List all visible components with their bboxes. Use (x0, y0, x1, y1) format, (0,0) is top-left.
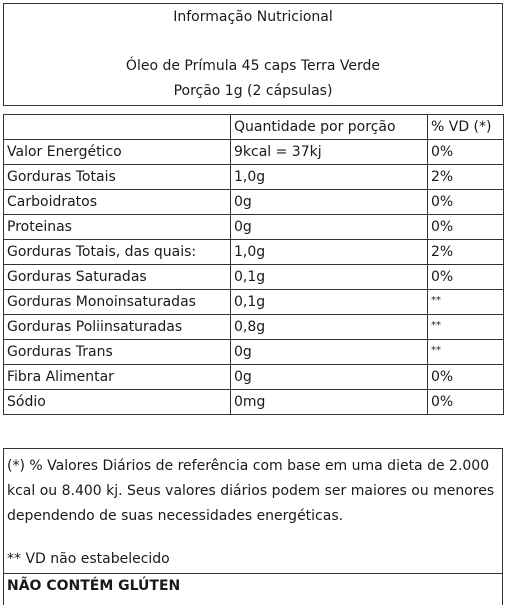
nutrient-name-cell: Gorduras Totais, das quais: (4, 240, 231, 265)
table-row (4, 290, 504, 315)
daily-value-cell: ** (428, 340, 504, 365)
table-row (4, 190, 504, 215)
column-header-quantity: Quantidade por porção (231, 115, 428, 140)
column-header-dv: % VD (*) (428, 115, 504, 140)
table-row (4, 315, 504, 340)
table-row (4, 390, 504, 415)
nutrient-name-cell: Gorduras Poliinsaturadas (4, 315, 231, 340)
nutrition-title: Informação Nutricional (173, 9, 333, 25)
quantity-cell: 1,0g (231, 165, 428, 190)
quantity-cell: 0,1g (231, 265, 428, 290)
column-header-nutrient (4, 115, 231, 140)
nutrition-table (3, 114, 504, 415)
daily-value-cell: 2% (428, 165, 504, 190)
daily-value-cell: 2% (428, 240, 504, 265)
daily-value-cell: 0% (428, 140, 504, 165)
table-row (4, 165, 504, 190)
table-row (4, 340, 504, 365)
quantity-cell: 9kcal = 37kj (231, 140, 428, 165)
nutrient-name-cell: Proteinas (4, 215, 231, 240)
nutrient-name-cell: Valor Energético (4, 140, 231, 165)
nutrient-name-cell: Carboidratos (4, 190, 231, 215)
quantity-cell: 0g (231, 190, 428, 215)
daily-value-cell: 0% (428, 365, 504, 390)
daily-value-note: (*) % Valores Diários de referência com base em uma dieta de 2.000 kcal ou 8.400 kj. Seus valores diários podem ser maiores ou menores dependendo de suas necessidades energéticas. (7, 458, 495, 524)
daily-value-cell: 0% (428, 215, 504, 240)
table-header-row (4, 115, 504, 140)
daily-value-cell: 0% (428, 265, 504, 290)
nutrient-name-cell: Gorduras Trans (4, 340, 231, 365)
product-name: Óleo de Prímula 45 caps Terra Verde (125, 58, 381, 74)
nutrition-header (3, 3, 503, 106)
table-row (4, 265, 504, 290)
nutrient-name-cell: Gorduras Monoinsaturadas (4, 290, 231, 315)
portion-size: Porção 1g (2 cápsulas) (173, 83, 333, 99)
gluten-free-label: NÃO CONTÉM GLÚTEN (4, 573, 502, 606)
daily-value-cell: 0% (428, 190, 504, 215)
table-row (4, 240, 504, 265)
nutrient-name-cell: Fibra Alimentar (4, 365, 231, 390)
nutrition-footer (3, 448, 503, 605)
quantity-cell: 0,8g (231, 315, 428, 340)
nutrient-name-cell: Gorduras Totais (4, 165, 231, 190)
quantity-cell: 0g (231, 215, 428, 240)
quantity-cell: 0,1g (231, 290, 428, 315)
quantity-cell: 0g (231, 340, 428, 365)
quantity-cell: 1,0g (231, 240, 428, 265)
table-row (4, 140, 504, 165)
table-row (4, 215, 504, 240)
dv-not-established-note: ** VD não estabelecido (7, 551, 170, 567)
quantity-cell: 0mg (231, 390, 428, 415)
daily-value-cell: ** (428, 290, 504, 315)
daily-value-cell: ** (428, 315, 504, 340)
nutrient-name-cell: Gorduras Saturadas (4, 265, 231, 290)
quantity-cell: 0g (231, 365, 428, 390)
nutrient-name-cell: Sódio (4, 390, 231, 415)
table-row (4, 365, 504, 390)
daily-value-cell: 0% (428, 390, 504, 415)
